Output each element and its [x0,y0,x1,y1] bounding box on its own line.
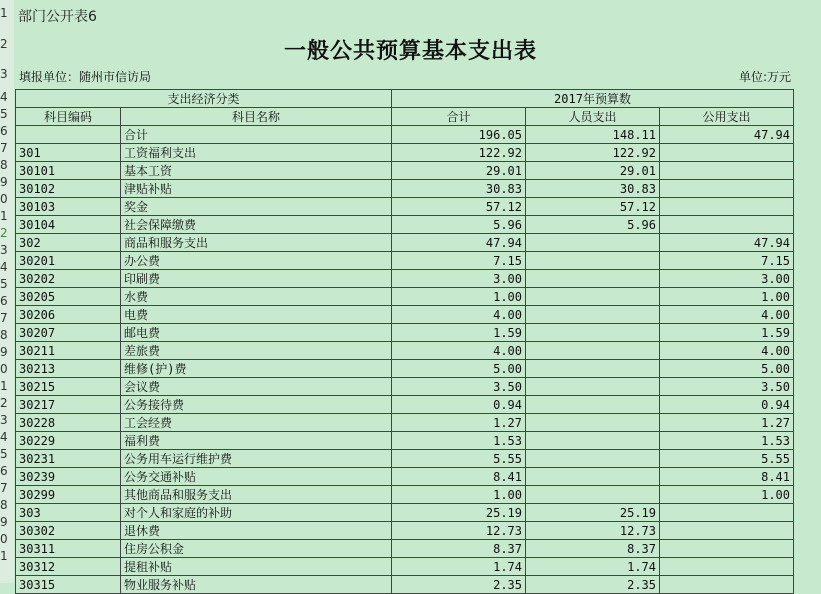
cell-code[interactable]: 30211 [16,342,121,360]
row-number[interactable]: 1 [0,379,8,393]
cell-total[interactable]: 3.50 [392,378,526,396]
cell-public[interactable] [660,144,794,162]
row-number[interactable]: 6 [0,124,8,138]
table-row [16,234,794,252]
table-row [16,180,794,198]
table-row [16,162,794,180]
cell-total[interactable]: 57.12 [392,198,526,216]
cell-name[interactable]: 维修(护)费 [121,360,392,378]
table-row [16,540,794,558]
header-economic-classification[interactable]: 支出经济分类 [16,90,392,108]
table-row [16,432,794,450]
cell-public[interactable]: 1.53 [660,432,794,450]
cell-total[interactable]: 5.55 [392,450,526,468]
table-row [16,396,794,414]
row-number[interactable]: 0 [0,532,8,546]
cell-code[interactable]: 30213 [16,360,121,378]
header-public[interactable]: 公用支出 [660,108,794,126]
cell-total[interactable]: 1.00 [392,486,526,504]
cell-code[interactable]: 30207 [16,324,121,342]
table-row [16,504,794,522]
cell-total[interactable]: 25.19 [392,504,526,522]
cell-total[interactable]: 47.94 [392,234,526,252]
cell-code[interactable]: 30311 [16,540,121,558]
cell-personnel[interactable] [526,306,660,324]
cell-personnel[interactable]: 5.96 [526,216,660,234]
cell-name[interactable]: 对个人和家庭的补助 [121,504,392,522]
row-number[interactable]: 7 [0,141,8,155]
cell-personnel[interactable] [526,486,660,504]
cell-name[interactable]: 住房公积金 [121,540,392,558]
row-number[interactable]: 2 [0,37,8,51]
row-number[interactable]: 9 [0,515,8,529]
table-row [16,522,794,540]
cell-personnel[interactable]: 8.37 [526,540,660,558]
cell-name[interactable]: 公务接待费 [121,396,392,414]
cell-public[interactable] [660,216,794,234]
cell-code[interactable]: 30206 [16,306,121,324]
cell-personnel[interactable]: 1.74 [526,558,660,576]
cell-personnel[interactable] [526,414,660,432]
row-number[interactable]: 4 [0,430,8,444]
cell-total[interactable]: 122.92 [392,144,526,162]
cell-code[interactable]: 30102 [16,180,121,198]
cell-public[interactable] [660,162,794,180]
currency-unit: 单位:万元 [738,70,791,84]
cell-code[interactable]: 303 [16,504,121,522]
cell-total[interactable]: 12.73 [392,522,526,540]
cell-public[interactable]: 4.00 [660,342,794,360]
cell-personnel[interactable] [526,450,660,468]
cell-total[interactable]: 4.00 [392,306,526,324]
cell-code[interactable]: 30217 [16,396,121,414]
row-number[interactable]: 4 [0,90,8,104]
table-row [16,360,794,378]
header-total[interactable]: 合计 [392,108,526,126]
cell-personnel[interactable]: 29.01 [526,162,660,180]
row-number[interactable]: 0 [0,192,8,206]
cell-name[interactable]: 福利费 [121,432,392,450]
table-row [16,342,794,360]
cell-total[interactable]: 4.00 [392,342,526,360]
cell-public[interactable]: 3.00 [660,270,794,288]
table-row [16,576,794,594]
cell-personnel[interactable]: 30.83 [526,180,660,198]
header-name[interactable]: 科目名称 [121,108,392,126]
cell-public[interactable]: 47.94 [660,126,794,144]
header-row-columns [16,108,794,126]
row-number[interactable]: 3 [0,243,8,257]
cell-total[interactable]: 8.37 [392,540,526,558]
cell-personnel[interactable] [526,342,660,360]
cell-code[interactable]: 30239 [16,468,121,486]
cell-personnel[interactable] [526,468,660,486]
table-row [16,378,794,396]
row-number[interactable]: 5 [0,277,8,291]
row-number[interactable]: 5 [0,447,8,461]
sheet-tag: 部门公开表6 [18,9,97,25]
page-title: 一般公共预算基本支出表 [283,38,537,64]
cell-name[interactable]: 工资福利支出 [121,144,392,162]
cell-public[interactable] [660,198,794,216]
cell-name[interactable]: 其他商品和服务支出 [121,486,392,504]
cell-personnel[interactable] [526,432,660,450]
row-number[interactable]: 7 [0,481,8,495]
cell-total[interactable]: 1.27 [392,414,526,432]
cell-public[interactable]: 1.27 [660,414,794,432]
cell-total[interactable]: 5.00 [392,360,526,378]
cell-personnel[interactable]: 25.19 [526,504,660,522]
cell-public[interactable]: 5.00 [660,360,794,378]
cell-public[interactable]: 4.00 [660,306,794,324]
cell-code[interactable] [16,126,121,144]
cell-total[interactable]: 196.05 [392,126,526,144]
cell-name[interactable]: 公务交通补贴 [121,468,392,486]
cell-name[interactable]: 水费 [121,288,392,306]
cell-public[interactable]: 1.00 [660,288,794,306]
cell-code[interactable]: 30299 [16,486,121,504]
cell-name[interactable]: 邮电费 [121,324,392,342]
cell-public[interactable]: 8.41 [660,468,794,486]
table-row [16,252,794,270]
cell-personnel[interactable] [526,252,660,270]
reporting-unit: 填报单位：随州市信访局 [19,70,152,84]
row-number[interactable]: 2 [0,226,8,240]
table-row [16,414,794,432]
row-number-gutter [0,0,14,583]
cell-public[interactable]: 3.50 [660,378,794,396]
cell-personnel[interactable] [526,360,660,378]
cell-personnel[interactable] [526,234,660,252]
row-number[interactable]: 5 [0,107,8,121]
cell-total[interactable]: 30.83 [392,180,526,198]
cell-name[interactable]: 物业服务补贴 [121,576,392,594]
cell-personnel[interactable]: 148.11 [526,126,660,144]
row-number[interactable]: 0 [0,362,8,376]
budget-table [15,89,794,594]
row-number[interactable]: 1 [0,209,8,223]
cell-public[interactable]: 5.55 [660,450,794,468]
row-number[interactable]: 1 [0,6,8,20]
cell-name[interactable]: 提租补贴 [121,558,392,576]
cell-public[interactable]: 47.94 [660,234,794,252]
cell-total[interactable]: 1.74 [392,558,526,576]
cell-total[interactable]: 1.53 [392,432,526,450]
cell-name[interactable]: 差旅费 [121,342,392,360]
cell-code[interactable]: 30104 [16,216,121,234]
table-row [16,270,794,288]
table-row [16,558,794,576]
cell-name[interactable]: 会议费 [121,378,392,396]
cell-code[interactable]: 30201 [16,252,121,270]
cell-public[interactable] [660,540,794,558]
cell-name[interactable]: 电费 [121,306,392,324]
cell-code[interactable]: 30312 [16,558,121,576]
row-number[interactable]: 8 [0,158,8,172]
row-number[interactable]: 3 [0,413,8,427]
header-row-group [16,90,794,108]
cell-name[interactable]: 工会经费 [121,414,392,432]
cell-public[interactable]: 7.15 [660,252,794,270]
row-number[interactable]: 8 [0,498,8,512]
header-personnel[interactable]: 人员支出 [526,108,660,126]
header-budget-2017[interactable]: 2017年预算数 [392,90,794,108]
cell-code[interactable]: 30315 [16,576,121,594]
cell-public[interactable] [660,576,794,594]
table-row [16,324,794,342]
table-row [16,126,794,144]
table-row [16,306,794,324]
cell-personnel[interactable] [526,324,660,342]
cell-code[interactable]: 30205 [16,288,121,306]
cell-code[interactable]: 30101 [16,162,121,180]
row-number[interactable]: 2 [0,396,8,410]
cell-total[interactable]: 1.59 [392,324,526,342]
row-number[interactable]: 9 [0,345,8,359]
cell-total[interactable]: 5.96 [392,216,526,234]
cell-personnel[interactable]: 122.92 [526,144,660,162]
cell-personnel[interactable] [526,396,660,414]
cell-name[interactable]: 退休费 [121,522,392,540]
cell-personnel[interactable]: 57.12 [526,198,660,216]
row-number[interactable]: 6 [0,294,8,308]
cell-name[interactable]: 社会保障缴费 [121,216,392,234]
cell-total[interactable]: 1.00 [392,288,526,306]
cell-total[interactable]: 7.15 [392,252,526,270]
cell-personnel[interactable]: 2.35 [526,576,660,594]
cell-code[interactable]: 30103 [16,198,121,216]
row-number[interactable]: 8 [0,328,8,342]
cell-name[interactable]: 公务用车运行维护费 [121,450,392,468]
cell-public[interactable] [660,522,794,540]
cell-total[interactable]: 29.01 [392,162,526,180]
cell-personnel[interactable] [526,270,660,288]
cell-code[interactable]: 302 [16,234,121,252]
table-row [16,288,794,306]
cell-name[interactable]: 印刷费 [121,270,392,288]
cell-total[interactable]: 3.00 [392,270,526,288]
cell-personnel[interactable]: 12.73 [526,522,660,540]
cell-public[interactable] [660,558,794,576]
cell-public[interactable] [660,504,794,522]
cell-code[interactable]: 30215 [16,378,121,396]
cell-personnel[interactable] [526,288,660,306]
table-row [16,216,794,234]
row-number[interactable]: 9 [0,175,8,189]
header-code[interactable]: 科目编码 [16,108,121,126]
cell-total[interactable]: 8.41 [392,468,526,486]
cell-name[interactable]: 商品和服务支出 [121,234,392,252]
row-number[interactable]: 3 [0,67,8,81]
cell-total[interactable]: 2.35 [392,576,526,594]
cell-public[interactable] [660,180,794,198]
cell-code[interactable]: 30229 [16,432,121,450]
table-row [16,450,794,468]
cell-code[interactable]: 30202 [16,270,121,288]
row-number[interactable]: 4 [0,260,8,274]
table-row [16,468,794,486]
row-number[interactable]: 6 [0,464,8,478]
cell-name[interactable]: 合计 [121,126,392,144]
cell-public[interactable]: 1.59 [660,324,794,342]
cell-name[interactable]: 津贴补贴 [121,180,392,198]
cell-code[interactable]: 301 [16,144,121,162]
table-row [16,486,794,504]
cell-public[interactable]: 0.94 [660,396,794,414]
table-row [16,144,794,162]
cell-code[interactable]: 30302 [16,522,121,540]
cell-name[interactable]: 办公费 [121,252,392,270]
cell-name[interactable]: 奖金 [121,198,392,216]
cell-public[interactable]: 1.00 [660,486,794,504]
row-number[interactable]: 1 [0,549,8,563]
table-row [16,198,794,216]
cell-personnel[interactable] [526,378,660,396]
cell-name[interactable]: 基本工资 [121,162,392,180]
row-number[interactable]: 7 [0,311,8,325]
cell-code[interactable]: 30228 [16,414,121,432]
cell-code[interactable]: 30231 [16,450,121,468]
cell-total[interactable]: 0.94 [392,396,526,414]
